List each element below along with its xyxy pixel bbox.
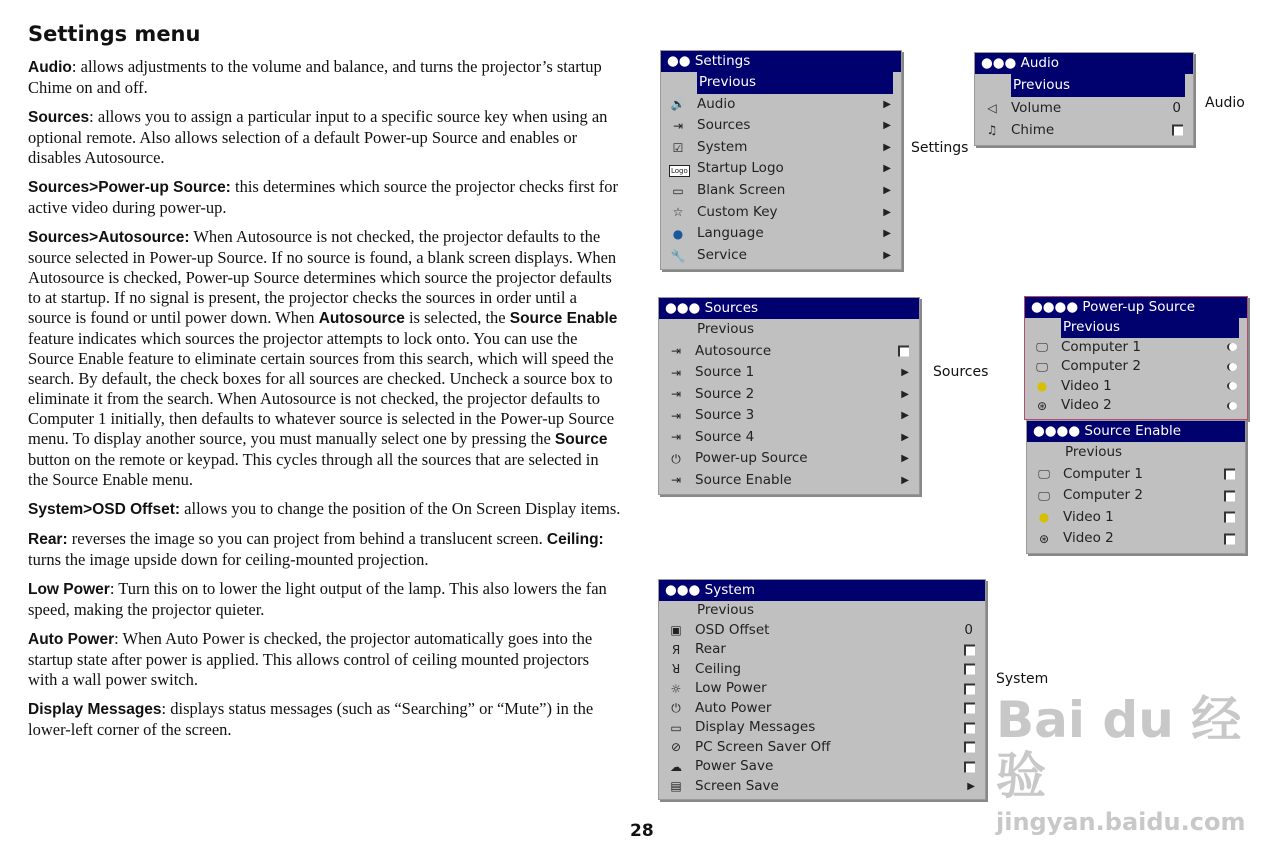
autosource-icon: ⇥: [670, 344, 682, 359]
value: 0: [1172, 99, 1181, 116]
menu-item-label: Computer 1: [1063, 465, 1143, 482]
ceiling-icon: ꓤ: [671, 662, 681, 677]
menu-item-source-3[interactable]: [659, 405, 919, 427]
page-number: 28: [630, 821, 654, 841]
menu-item-label: Rear: [695, 641, 726, 657]
menu-item-language[interactable]: [661, 223, 901, 245]
page-title: Settings menu: [28, 22, 201, 46]
checkbox[interactable]: [964, 644, 975, 655]
menu-item-autosource[interactable]: [659, 341, 919, 363]
checkbox[interactable]: [1224, 512, 1235, 523]
menu-item-video-1[interactable]: [1025, 377, 1247, 397]
paragraph: [28, 177, 622, 218]
menu-item-label: Blank Screen: [697, 181, 786, 198]
bold-term: Ceiling:: [546, 531, 604, 548]
menu-title: ●●●● Source Enable: [1027, 421, 1245, 442]
menu-item-video-1[interactable]: [1027, 507, 1245, 529]
menu-item-rear[interactable]: [659, 640, 985, 660]
menu-item-service[interactable]: [661, 245, 901, 267]
menu-item-sources[interactable]: [661, 115, 901, 137]
submenu-arrow-icon: ▶: [901, 474, 909, 486]
monitor-icon: 🖵: [1036, 340, 1048, 355]
settings-menu: [660, 50, 902, 270]
source-enable-menu: [1026, 420, 1246, 554]
checkbox[interactable]: [964, 664, 975, 675]
value: 0: [964, 621, 973, 638]
menu-item-label: Sources: [697, 117, 751, 134]
sources-menu: [658, 297, 920, 495]
menu-item-label: Power Save: [695, 758, 774, 774]
submenu-arrow-icon: ▶: [901, 431, 909, 443]
menu-item-previous[interactable]: [1027, 442, 1245, 464]
monitor-icon: 🖵: [1036, 359, 1048, 374]
text-run: : allows you to assign a particular input to a specific source key when using an optional remote. Also allows selection of a default Power-up Source and enables or disables Autosource.: [28, 107, 608, 167]
logo-icon: Logo: [671, 167, 688, 176]
source-icon: ⇥: [670, 430, 682, 445]
menu-item-label: Video 2: [1061, 397, 1112, 413]
checkbox[interactable]: [1224, 469, 1235, 480]
menu-item-previous[interactable]: [1025, 318, 1247, 338]
s-video-icon: ⊛: [1036, 398, 1048, 413]
text-run: : displays status messages (such as “Searching” or “Mute”) in the lower-left corner of the screen.: [28, 699, 594, 739]
checkbox[interactable]: [1224, 533, 1235, 544]
submenu-arrow-icon: ▶: [901, 388, 909, 400]
text-run: : Turn this on to lower the light output of the lamp. This also lowers the fan speed, making the projector quieter.: [28, 579, 607, 619]
paragraph: [28, 107, 622, 168]
menu-title: ●● Settings: [661, 51, 901, 72]
checkbox[interactable]: [898, 346, 909, 357]
menu-title: ●●● Sources: [659, 298, 919, 319]
submenu-arrow-icon: ▶: [901, 367, 909, 378]
menu-item-audio[interactable]: [661, 94, 901, 116]
menu-item-label: Service: [697, 246, 747, 263]
menu-item-label: PC Screen Saver Off: [695, 738, 831, 755]
speaker-icon: 🔊: [670, 97, 686, 112]
bold-term: Autosource: [318, 310, 405, 327]
radio-button[interactable]: [1227, 402, 1237, 410]
menu-item-computer-2[interactable]: [1025, 357, 1247, 377]
bold-term: Sources>Autosource:: [28, 229, 190, 246]
menu-item-label: Video 1: [1063, 508, 1114, 525]
text-run: this determines which source the projector checks first for active video during power-up.: [28, 177, 619, 217]
submenu-arrow-icon: ▶: [901, 410, 909, 421]
bold-term: Auto Power: [28, 631, 115, 648]
source-icon: ⇥: [670, 365, 682, 380]
menu-item-label: Computer 2: [1061, 358, 1141, 374]
bold-term: Audio: [28, 59, 72, 76]
menu-item-label: Previous: [697, 72, 893, 94]
menu-item-power-up-source[interactable]: [659, 448, 919, 470]
submenu-arrow-icon: ▶: [883, 163, 891, 175]
bold-term: System>OSD Offset:: [28, 501, 181, 518]
bold-term: Display Messages: [28, 701, 162, 718]
system-caption: System: [996, 671, 1049, 687]
volume-icon: ◁: [987, 100, 997, 115]
menu-item-label: Computer 2: [1063, 487, 1143, 503]
paragraph: [28, 699, 622, 740]
text-run: button on the remote or keypad. This cycles through all the sources that are selected in the Source Enable menu.: [28, 450, 599, 489]
paragraph: [28, 579, 622, 620]
rear-icon: Я: [671, 642, 681, 657]
text-run: : When Auto Power is checked, the projector automatically goes into the startup state after power is applied. This allows control of ceiling mounted projectors with a wall power switch.: [28, 629, 593, 689]
source-icon: ⇥: [672, 118, 684, 133]
menu-item-power-save[interactable]: [659, 757, 985, 777]
audio-menu: [974, 52, 1194, 146]
menu-item-osd-offset[interactable]: [659, 621, 985, 641]
paragraph: [28, 57, 622, 98]
menu-item-label: Chime: [1011, 122, 1055, 138]
menu-item-label: Language: [697, 225, 764, 242]
monitor-icon: 🖵: [1038, 467, 1050, 482]
menu-item-label: Volume: [1011, 99, 1062, 116]
menu-item-label: Startup Logo: [697, 160, 784, 177]
watermark-logo: Bai du 经验: [996, 691, 1242, 805]
menu-item-label: Previous: [1065, 444, 1123, 460]
menu-item-label: Autosource: [695, 342, 772, 359]
menu-item-label: Source 2: [695, 385, 755, 402]
source-icon: ⇥: [670, 408, 682, 423]
checkbox[interactable]: [964, 722, 975, 733]
menu-item-label: OSD Offset: [695, 621, 770, 638]
submenu-arrow-icon: ▶: [967, 780, 975, 792]
auto-power-icon: ⏻: [671, 701, 681, 716]
monitor-icon: 🖵: [1038, 488, 1050, 503]
video-icon: ●: [1038, 510, 1050, 525]
menu-item-auto-power[interactable]: [659, 699, 985, 719]
speech-bubble-icon: ▭: [670, 720, 682, 735]
submenu-arrow-icon: ▶: [883, 249, 891, 261]
menu-item-low-power[interactable]: [659, 679, 985, 699]
checkbox[interactable]: [1172, 125, 1183, 136]
checkbox[interactable]: [964, 761, 975, 772]
submenu-arrow-icon: ▶: [883, 141, 891, 153]
menu-item-blank-screen[interactable]: [661, 180, 901, 202]
menu-item-computer-1[interactable]: [1025, 338, 1247, 358]
no-screensaver-icon: ⊘: [670, 740, 682, 755]
menu-item-display-messages[interactable]: [659, 718, 985, 738]
bold-term: Rear:: [28, 531, 68, 548]
menu-item-label: Audio: [697, 95, 736, 112]
globe-icon: ●: [672, 226, 684, 241]
menu-item-label: Video 2: [1063, 530, 1114, 546]
power-save-icon: ☁: [670, 759, 682, 774]
text-run: is selected, the: [404, 308, 510, 327]
menu-item-label: Source Enable: [695, 471, 792, 488]
checkbox[interactable]: [1224, 490, 1235, 501]
menu-item-label: Previous: [697, 321, 755, 337]
text-run: : allows adjustments to the volume and balance, and turns the projector’s startup Chime on and off.: [28, 57, 602, 97]
bold-term: Source Enable: [509, 310, 618, 327]
radio-button[interactable]: [1227, 363, 1237, 371]
menu-item-source-4[interactable]: [659, 427, 919, 449]
menu-item-label: Computer 1: [1061, 338, 1141, 355]
bold-term: Low Power: [28, 581, 110, 598]
menu-item-previous[interactable]: [659, 319, 919, 341]
menu-item-system[interactable]: [661, 137, 901, 159]
menu-item-screen-save[interactable]: [659, 777, 985, 797]
system-menu: [658, 579, 986, 800]
submenu-arrow-icon: ▶: [883, 228, 891, 240]
menu-item-label: Power-up Source: [695, 450, 808, 466]
paragraph: [28, 529, 622, 570]
source-icon: ⇥: [670, 387, 682, 402]
menu-item-label: Source 4: [695, 428, 755, 445]
text-run: feature indicates which sources the projector attempts to lock onto. You can use the Source Enable feature to eliminate certain sources from this search, which will speed the search. By default, the check boxes for all sources are checked. Uncheck a source box to eliminate it from the search. When Autosource is not checked, the projector defaults to Computer 1 initially, then defaults to whatever source is selected in the Power-up Source menu. To display another source, you must manually select one by pressing the: [28, 329, 615, 448]
text-run: When Autosource is not checked, the projector defaults to the source selected in Power-up Source. If no source is found, a blank screen displays. When Autosource is checked, Power-up Source determines which source the projector defaults to at startup. If no signal is present, the projector checks the sources in order until a source is found or until power down. When: [28, 227, 617, 327]
submenu-arrow-icon: ▶: [883, 184, 891, 196]
radio-button[interactable]: [1227, 343, 1237, 351]
menu-item-label: Screen Save: [695, 777, 779, 794]
blank-screen-icon: ▭: [672, 183, 684, 198]
menu-item-volume[interactable]: [975, 97, 1193, 120]
menu-item-label: Ceiling: [695, 660, 742, 677]
menu-item-previous[interactable]: [975, 74, 1193, 97]
menu-item-startup-logo[interactable]: [661, 158, 901, 180]
menu-item-previous[interactable]: [661, 72, 901, 94]
menu-item-video-2[interactable]: [1025, 396, 1247, 416]
bold-term: Source: [554, 431, 608, 448]
menu-title: ●●● Audio: [975, 53, 1193, 74]
submenu-arrow-icon: ▶: [883, 206, 891, 218]
osd-offset-icon: ▣: [670, 623, 682, 638]
menu-title: ●●●● Power-up Source: [1025, 297, 1247, 318]
power-up-source-icon: ⏻: [671, 451, 681, 466]
screen-save-icon: ▤: [670, 779, 682, 794]
video-icon: ●: [1036, 379, 1048, 394]
menu-item-computer-2[interactable]: [1027, 485, 1245, 507]
s-video-icon: ⊛: [1038, 531, 1050, 546]
audio-caption: Audio: [1205, 95, 1245, 111]
bold-term: Sources>Power-up Source:: [28, 179, 231, 196]
menu-item-computer-1[interactable]: [1027, 464, 1245, 486]
source-enable-icon: ⇥: [670, 473, 682, 488]
menu-item-label: System: [697, 138, 748, 155]
menu-item-label: Video 1: [1061, 377, 1112, 394]
paragraph: [28, 629, 622, 690]
bulb-icon: ☼: [670, 681, 682, 696]
menu-item-label: Source 1: [695, 364, 755, 380]
menu-item-video-2[interactable]: [1027, 528, 1245, 550]
menu-item-source-enable[interactable]: [659, 470, 919, 492]
menu-item-label: Low Power: [695, 680, 767, 696]
power-up-source-menu: [1024, 296, 1248, 420]
bold-term: Sources: [28, 109, 90, 126]
system-icon: ☑: [672, 140, 684, 155]
menu-item-label: Display Messages: [695, 719, 816, 735]
submenu-arrow-icon: ▶: [883, 98, 891, 110]
menu-item-label: Custom Key: [697, 203, 778, 220]
menu-item-source-1[interactable]: [659, 362, 919, 384]
paragraph: [28, 499, 622, 520]
chime-icon: ♫: [986, 123, 998, 138]
checkbox[interactable]: [964, 683, 975, 694]
watermark-url: jingyan.baidu.com: [996, 808, 1246, 836]
menu-item-label: Previous: [697, 602, 755, 618]
wrench-icon: 🔧: [670, 248, 686, 263]
menu-item-custom-key[interactable]: [661, 202, 901, 224]
menu-item-ceiling[interactable]: [659, 660, 985, 680]
menu-title: ●●● System: [659, 580, 985, 601]
sources-caption: Sources: [933, 364, 989, 380]
text-run: allows you to change the position of the On Screen Display items.: [180, 499, 621, 518]
star-icon: ☆: [672, 205, 684, 220]
text-run: reverses the image so you can project from behind a translucent screen.: [67, 529, 547, 548]
radio-button[interactable]: [1227, 382, 1237, 390]
menu-item-chime[interactable]: [975, 119, 1193, 142]
body-text: [28, 57, 622, 749]
menu-item-pc-screen-saver-off[interactable]: [659, 738, 985, 758]
checkbox[interactable]: [964, 703, 975, 714]
menu-item-label: Auto Power: [695, 699, 772, 716]
menu-item-previous[interactable]: [659, 601, 985, 621]
submenu-arrow-icon: ▶: [883, 120, 891, 132]
menu-item-label: Previous: [1011, 74, 1185, 97]
settings-caption: Settings: [911, 140, 969, 156]
checkbox[interactable]: [964, 742, 975, 753]
menu-item-label: Previous: [1061, 318, 1239, 338]
text-run: turns the image upside down for ceiling-mounted projection.: [28, 550, 429, 569]
paragraph: [28, 227, 622, 490]
menu-item-label: Source 3: [695, 407, 755, 423]
submenu-arrow-icon: ▶: [901, 453, 909, 464]
menu-item-source-2[interactable]: [659, 384, 919, 406]
